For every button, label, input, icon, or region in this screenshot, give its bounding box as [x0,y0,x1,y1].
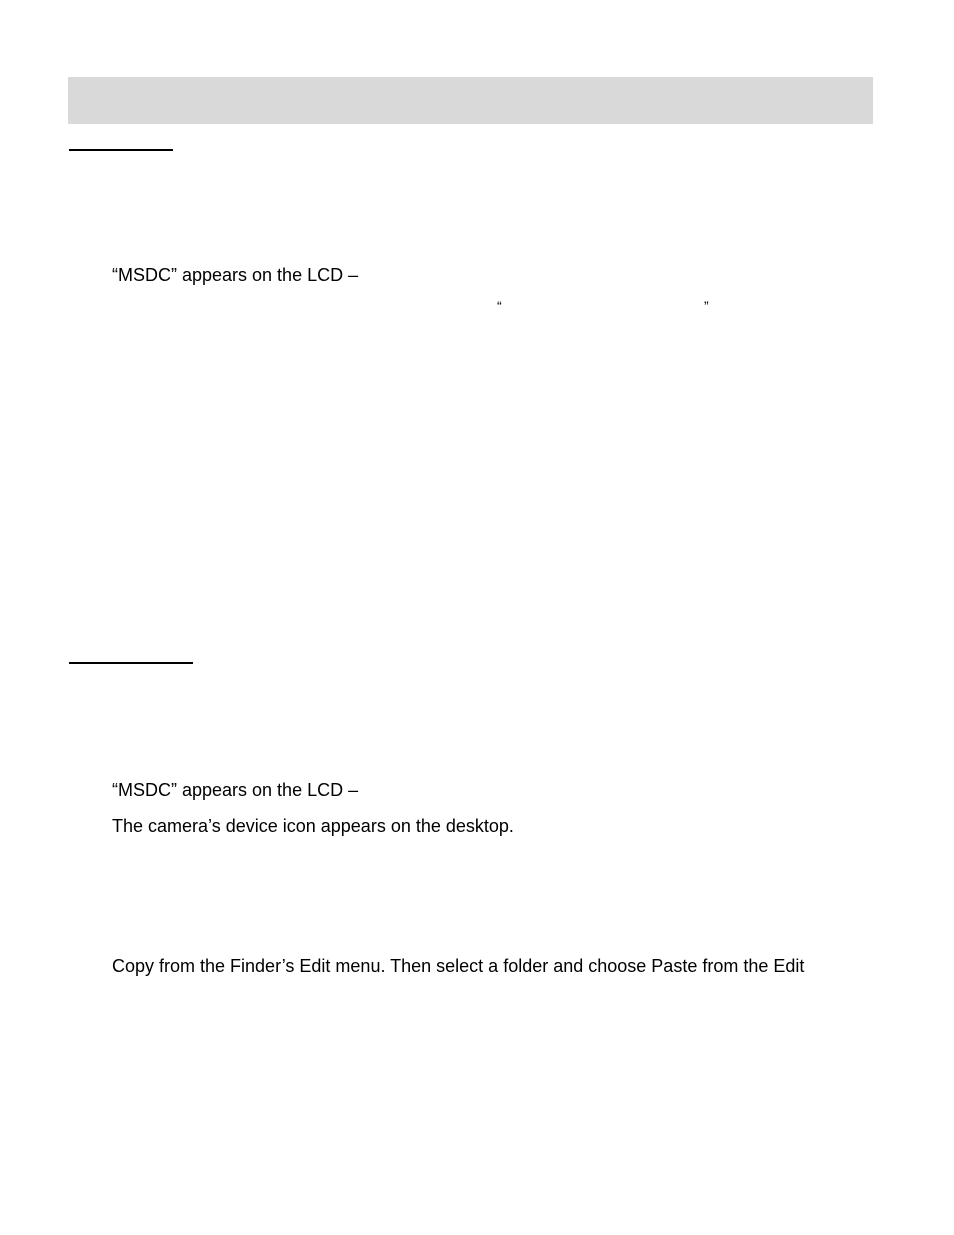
section-1-msdc-line: “MSDC” appears on the LCD – [112,265,359,285]
section-2-msdc-line: “MSDC” appears on the LCD – [112,780,359,800]
section-1-open-quote: “ [497,298,502,314]
section-2-heading-underline [69,662,193,664]
section-1-close-quote: ” [704,298,709,314]
section-2-copy-line: Copy from the Finder’s Edit menu. Then select a folder and choose Paste from the Edit [112,956,805,976]
header-bar [68,77,873,124]
section-2-device-icon-line: The camera’s device icon appears on the desktop. [112,816,514,836]
section-1-heading-underline [69,149,173,151]
